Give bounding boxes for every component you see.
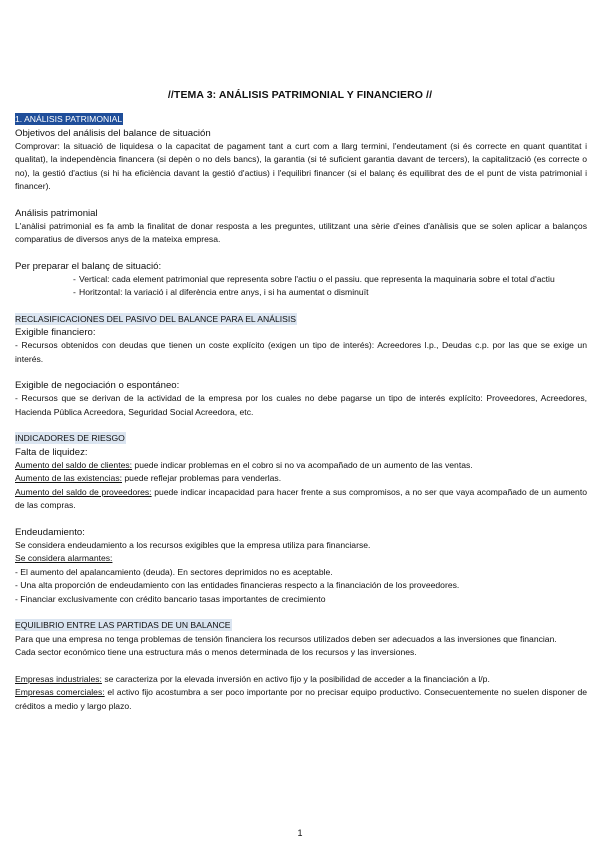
empresas-industriales — [15, 673, 587, 687]
exigible-negociacion-title: Exigible de negociación o espontáneo: — [15, 380, 180, 391]
alarm-item: - Financiar exclusivamente con crédito bancario tasas importantes de crecimiento — [15, 593, 326, 604]
liquidity-title: Falta de liquidez: — [15, 446, 88, 458]
section-heading-indicadores-riesgo: INDICADORES DE RIESGO — [15, 433, 125, 443]
analysis-title: Análisis patrimonial — [15, 207, 98, 219]
bullet-text-vertical: Vertical: cada element patrimonial que representa sobre l'actiu o el passiu. que representa la maquinaria sobre el total d'actiu — [79, 273, 555, 284]
analysis-text: L'anàlisi patrimonial es fa amb la finalitat de donar resposta a les preguntes, utilitzant una sèrie d'eines d'anàlisis que se solen aplicar a balanços comparatius de diversos anys de la mateixa empresa. — [15, 220, 587, 244]
objectives-title: Objetivos del análisis del balance de situación — [15, 127, 211, 139]
alarm-title: Se considera alarmantes: — [15, 553, 113, 563]
risk-item — [15, 459, 587, 473]
section-heading-equilibrio: EQUILIBRIO ENTRE LAS PARTIDAS DE UN BALANCE — [15, 620, 231, 630]
section-heading-analisis-patrimonial: 1. ANÁLISIS PATRIMONIAL — [15, 114, 123, 124]
bullet-item: - Horitzontal: la variació i al diferència entre anys, i si ha aumentat o disminuït — [15, 286, 587, 300]
document-body — [15, 113, 587, 713]
risk-item-label: Aumento del saldo de proveedores: — [15, 486, 152, 497]
risk-item-text: puede reflejar problemas para venderlas. — [122, 473, 282, 483]
bullet-item: - Vertical: cada element patrimonial que representa sobre l'actiu o el passiu. que representa la maquinaria sobre el total d'actiu — [15, 273, 587, 287]
empresas-comerciales-text: el activo fijo acostumbra a ser poco importante por no precisar equipo productivo. Consecuentemente no suelen disponer de créditos a medio y largo plazo. — [15, 687, 588, 711]
empresas-comerciales — [15, 686, 587, 713]
alarm-item: - El aumento del apalancamiento (deuda). En sectores deprimidos no es aceptable. — [15, 566, 333, 577]
objectives-text: Comprovar: la situació de liquidesa o la capacitat de pagament tant a curt com a llarg termini, l'endeutament (si és correcte en quant quantitat i qualitat), la independència financera (si depèn o no dels bancs), la garantia (si té suficient garantia davant de tercers), la capitalització (es correcte o no), la gestió d'actius (si hi ha eficiència davant la gestió d'actius) i l'equilibri financer (si el balanç és equilibrat des de el punt de vista patrimonial i financer). — [15, 140, 587, 191]
empresas-industriales-text: se caracteriza por la elevada inversión en activo fijo y la posibilidad de acceder a la financiación a l/p. — [101, 673, 490, 684]
section-heading-reclasificaciones: RECLASIFICACIONES DEL PASIVO DEL BALANCE PARA EL ANÁLISIS — [15, 313, 296, 324]
equilibrio-paragraph-1: Para que una empresa no tenga problemas de tensión financiera los recursos utilizados deben ser adecuados a las inversiones que financian. — [15, 633, 557, 644]
exigible-financiero-title: Exigible financiero: — [15, 327, 96, 338]
bullet-text-horizontal: Horitzontal: la variació i al diferència entre anys, i si ha aumentat o disminuït — [79, 287, 369, 297]
risk-item-label: Aumento del saldo de clientes: — [15, 459, 133, 470]
page-title: //TEMA 3: ANÁLISIS PATRIMONIAL Y FINANCIERO // — [167, 89, 433, 101]
alarm-item: - Una alta proporción de endeudamiento con las entidades financieras respecto a la financiación de los proveedores. — [15, 580, 460, 590]
debt-text: Se considera endeudamiento a los recursos exigibles que la empresa utiliza para financiarse. — [15, 539, 371, 550]
empresas-comerciales-label: Empresas comerciales: — [15, 687, 105, 697]
prepare-title: Per preparar el balanç de situació: — [15, 260, 162, 272]
exigible-financiero-text: - Recursos obtenidos con deudas que tienen un coste explícito (exigen un tipo de interés): Acreedores l.p., Deudas c.p. por las que se exige un interés. — [15, 340, 587, 364]
risk-item-text: puede indicar problemas en el cobro si no va acompañado de un aumento de las ventas. — [132, 459, 473, 470]
risk-item-text: puede indicar incapacidad para hacer frente a sus compromisos, a no ser que vaya acompañado de un aumento de las compras. — [15, 486, 587, 510]
risk-item — [15, 486, 587, 513]
page-number: 1 — [297, 828, 303, 838]
exigible-negociacion-text: - Recursos que se derivan de la actividad de la empresa por los cuales no debe pagarse un tipo de interés explícito: Proveedores, Acreedores, Hacienda Pública Acreedora, Seguridad Social Acreedora, etc. — [15, 393, 587, 417]
risk-item-label: Aumento de las existencias: — [15, 473, 123, 483]
debt-title: Endeudamiento: — [15, 526, 85, 538]
risk-item — [15, 472, 587, 486]
empresas-industriales-label: Empresas industriales: — [15, 673, 102, 684]
equilibrio-paragraph-2: Cada sector económico tiene una estructura más o menos determinada de los recursos y las inversiones. — [15, 647, 417, 657]
